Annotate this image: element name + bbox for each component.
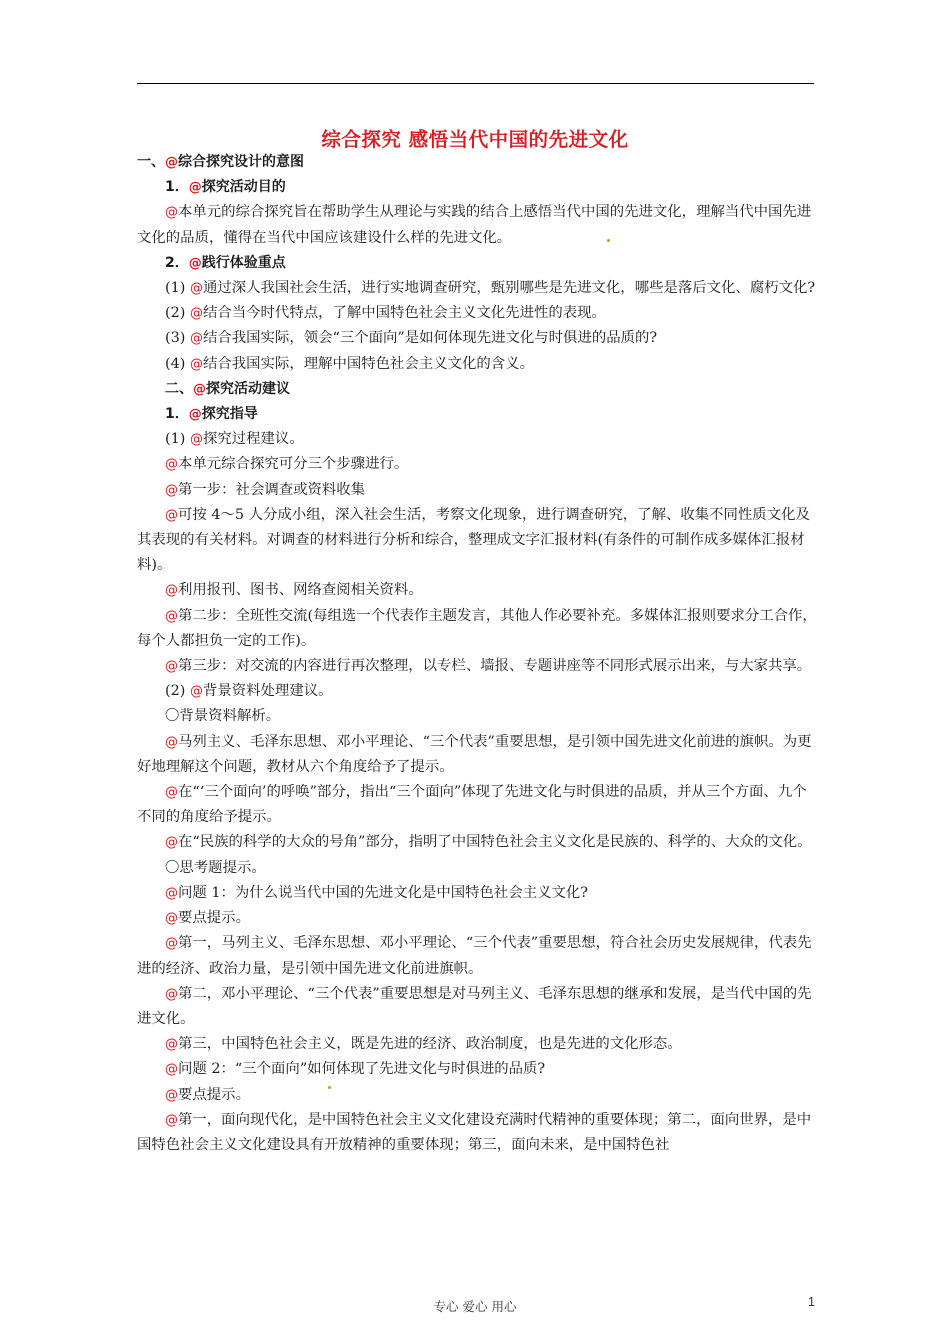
paragraph bbox=[137, 478, 817, 503]
paragraph bbox=[137, 1108, 817, 1158]
at-mark: @ bbox=[189, 432, 203, 448]
at-mark: @ bbox=[165, 835, 178, 851]
paragraph-prefix: (1) bbox=[165, 280, 190, 297]
section-heading bbox=[137, 251, 817, 276]
header-rule bbox=[137, 83, 814, 84]
stray-dot bbox=[607, 239, 610, 242]
paragraph-prefix: (4) bbox=[165, 355, 190, 372]
paragraph-text: 第一步：社会调查或资料收集 bbox=[178, 481, 366, 498]
paragraph-text: 本单元综合探究可分三个步骤进行。 bbox=[178, 456, 409, 473]
paragraph bbox=[137, 982, 817, 1032]
paragraph bbox=[137, 326, 817, 351]
paragraph-text: 在“民族的科学的大众的号角”部分，指明了中国特色社会主义文化是民族的、科学的、大众的文化。 bbox=[178, 834, 812, 851]
paragraph bbox=[137, 301, 817, 326]
paragraph bbox=[137, 276, 817, 301]
paragraph bbox=[137, 200, 817, 250]
paragraph-text: 综合探究设计的意图 bbox=[178, 154, 304, 170]
paragraph bbox=[137, 679, 817, 704]
paragraph-text: 本单元的综合探究旨在帮助学生从理论与实践的结合上感悟当代中国的先进文化，理解当代中国先进文化的品质，懂得在当代中国应该建设什么样的先进文化。 bbox=[137, 204, 812, 246]
at-mark: @ bbox=[165, 1087, 178, 1103]
paragraph-text: 结合当今时代特点，了解中国特色社会主义文化先进性的表现。 bbox=[202, 305, 606, 322]
at-mark: @ bbox=[165, 583, 178, 599]
section-heading bbox=[137, 150, 817, 175]
at-mark: @ bbox=[165, 785, 178, 801]
at-mark: @ bbox=[165, 507, 178, 523]
at-mark: @ bbox=[165, 936, 178, 952]
paragraph-text: 践行体验重点 bbox=[201, 254, 286, 271]
at-mark: @ bbox=[188, 180, 202, 196]
paragraph-text: 探究活动目的 bbox=[201, 179, 286, 196]
paragraph bbox=[137, 906, 817, 931]
paragraph-text: 探究过程建议。 bbox=[202, 431, 304, 448]
paragraph bbox=[137, 856, 817, 881]
paragraph-prefix: 1． bbox=[165, 406, 189, 423]
at-mark: @ bbox=[165, 659, 178, 675]
paragraph bbox=[137, 427, 817, 452]
paragraph-text: 第二，邓小平理论、“三个代表”重要思想是对马列主义、毛泽东思想的继承和发展，是当代中国的先进文化。 bbox=[137, 985, 812, 1027]
section-heading bbox=[137, 175, 817, 200]
at-mark: @ bbox=[165, 885, 178, 901]
at-mark: @ bbox=[189, 306, 203, 322]
at-mark: @ bbox=[165, 734, 178, 750]
paragraph-text: 结合我国实际，理解中国特色社会主义文化的含义。 bbox=[202, 355, 534, 372]
document-title: 综合探究 感悟当代中国的先进文化 bbox=[321, 128, 629, 151]
at-mark: @ bbox=[188, 407, 202, 423]
paragraph bbox=[137, 452, 817, 477]
at-mark: @ bbox=[193, 381, 206, 397]
paragraph-text: 〇背景资料解析。 bbox=[165, 708, 281, 725]
paragraph-text: 在“‘三个面向’的呼唤”部分，指出“三个面向”体现了先进文化与时俱进的品质，并从三个方面、九个不同的角度给予提示。 bbox=[137, 784, 807, 826]
paragraph bbox=[137, 704, 817, 729]
at-mark: @ bbox=[189, 281, 203, 297]
page-number: 1 bbox=[808, 1295, 815, 1309]
at-mark: @ bbox=[189, 684, 203, 700]
at-mark: @ bbox=[189, 356, 203, 372]
at-mark: @ bbox=[165, 1062, 178, 1078]
paragraph-text: 问题 2：“三个面向”如何体现了先进文化与时俱进的品质? bbox=[178, 1061, 546, 1078]
paragraph-text: 第二步：全班性交流(每组选一个代表作主题发言，其他人作必要补充。多媒体汇报则要求分工合作，每个人都担负一定的工作)。 bbox=[137, 607, 817, 649]
paragraph bbox=[137, 604, 817, 654]
paragraph bbox=[137, 1057, 817, 1082]
at-mark: @ bbox=[165, 457, 178, 473]
at-mark: @ bbox=[165, 1037, 178, 1053]
paragraph bbox=[137, 830, 817, 855]
section-heading bbox=[137, 377, 817, 402]
document-body bbox=[137, 150, 817, 1158]
paragraph-text: 马列主义、毛泽东思想、邓小平理论、“三个代表”重要思想，是引领中国先进文化前进的旗帜。为更好地理解这个问题，教材从六个角度给予了提示。 bbox=[137, 733, 812, 775]
paragraph-text: 问题 1：为什么说当代中国的先进文化是中国特色社会主义文化? bbox=[178, 884, 588, 901]
paragraph-text: 探究指导 bbox=[201, 406, 258, 423]
paragraph-prefix: 1． bbox=[165, 179, 189, 196]
paragraph-text: 〇思考题提示。 bbox=[165, 859, 266, 876]
paragraph bbox=[137, 881, 817, 906]
paragraph-prefix: (2) bbox=[165, 305, 190, 322]
paragraph-text: 第一，马列主义、毛泽东思想、邓小平理论、“三个代表”重要思想，符合社会历史发展规律，代表先进的经济、政治力量，是引领中国先进文化前进旗帜。 bbox=[137, 935, 812, 977]
paragraph-text: 第一，面向现代化，是中国特色社会主义文化建设充满时代精神的重要体现；第二，面向世界，是中国特色社会主义文化建设具有开放精神的重要体现；第三，面向未来，是中国特色社 bbox=[137, 1111, 812, 1153]
paragraph bbox=[137, 730, 817, 780]
at-mark: @ bbox=[165, 986, 178, 1002]
at-mark: @ bbox=[165, 911, 178, 927]
paragraph bbox=[137, 1083, 817, 1108]
paragraph-prefix: (3) bbox=[165, 330, 190, 347]
paragraph-prefix: (1) bbox=[165, 431, 190, 448]
stray-dot bbox=[328, 1086, 331, 1089]
paragraph bbox=[137, 352, 817, 377]
paragraph-text: 要点提示。 bbox=[178, 910, 250, 927]
at-mark: @ bbox=[165, 205, 178, 221]
paragraph-prefix: 一、 bbox=[137, 154, 165, 170]
paragraph-text: 利用报刊、图书、网络查阅相关资料。 bbox=[178, 582, 423, 599]
at-mark: @ bbox=[165, 1112, 178, 1128]
paragraph bbox=[137, 1032, 817, 1057]
at-mark: @ bbox=[188, 255, 202, 271]
paragraph-text: 结合我国实际，领会“三个面向”是如何体现先进文化与时俱进的品质的? bbox=[202, 330, 658, 347]
paragraph bbox=[137, 931, 817, 981]
paragraph-prefix: 二、 bbox=[165, 380, 193, 397]
paragraph-text: 通过深人我国社会生活，进行实地调查研究，甄别哪些是先进文化，哪些是落后文化、腐朽文化? bbox=[202, 280, 816, 297]
paragraph-text: 可按 4～5 人分成小组，深入社会生活，考察文化现象，进行调查研究，了解、收集不同性质文化及其表现的有关材料。对调查的材料进行分析和综合，整理成文字汇报材料(有条件的可制作成多媒体汇报材料)。 bbox=[137, 506, 810, 574]
at-mark: @ bbox=[165, 482, 178, 498]
paragraph-text: 探究活动建议 bbox=[206, 380, 290, 397]
paragraph bbox=[137, 654, 817, 679]
at-mark: @ bbox=[165, 608, 178, 624]
section-heading bbox=[137, 402, 817, 427]
paragraph-prefix: (2) bbox=[165, 683, 190, 700]
paragraph-text: 第三，中国特色社会主义，既是先进的经济、政治制度，也是先进的文化形态。 bbox=[178, 1036, 682, 1053]
page-footer: 专心 爱心 用心 bbox=[433, 1299, 517, 1314]
paragraph-text: 背景资料处理建议。 bbox=[202, 683, 333, 700]
paragraph bbox=[137, 503, 817, 579]
paragraph bbox=[137, 780, 817, 830]
paragraph-text: 第三步：对交流的内容进行再次整理，以专栏、墙报、专题讲座等不同形式展示出来，与大家共享。 bbox=[178, 658, 812, 675]
paragraph-text: 要点提示。 bbox=[178, 1086, 250, 1103]
at-mark: @ bbox=[189, 331, 203, 347]
at-mark: @ bbox=[165, 155, 178, 170]
paragraph-prefix: 2． bbox=[165, 254, 189, 271]
paragraph bbox=[137, 578, 817, 603]
